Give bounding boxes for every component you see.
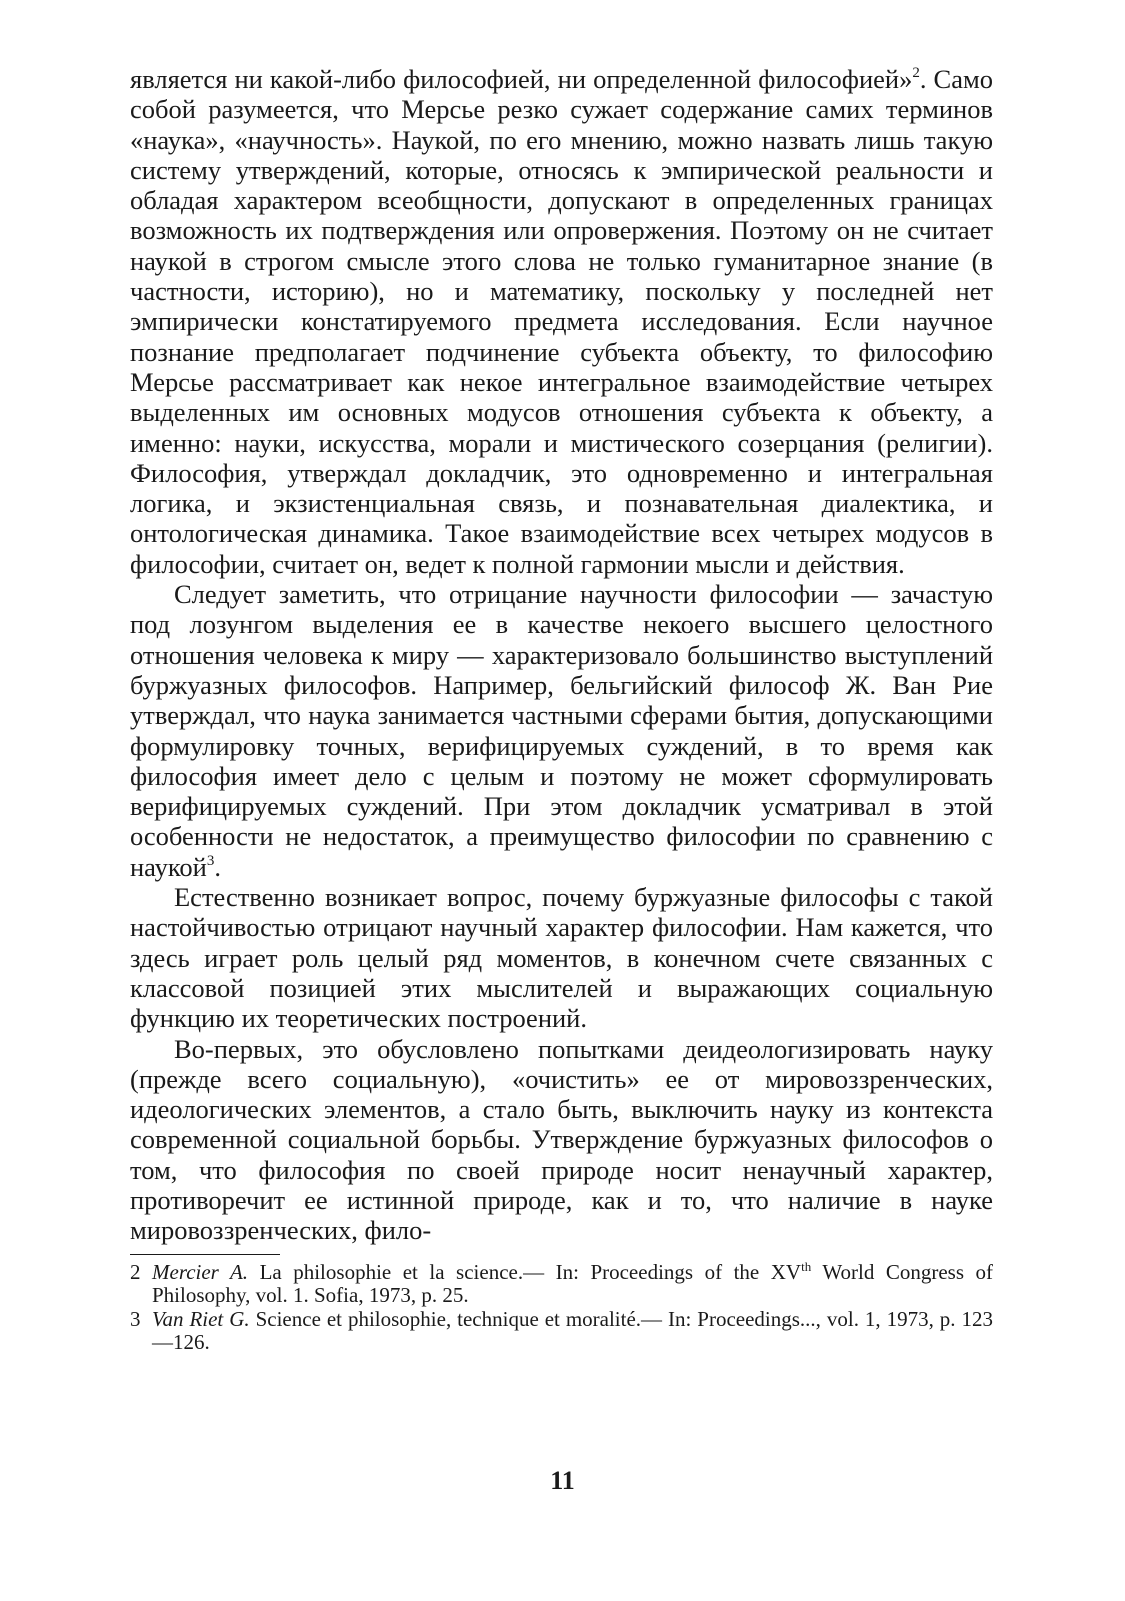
- page-number: 11: [550, 1466, 575, 1495]
- paragraph-text: Следует заметить, что отрицание научности философии — зачастую под лозунгом выделения ее в качестве некоего высшего целостного отношения человека к миру — характеризовало большинство выступлений буржуазных философов. Например, бельгийский философ Ж. Ван Рие утверждал, что наука занимается частными сферами бытия, допускающими формулировку точных, верифицируемых суждений, в то время как философия имеет дело с целым и поэтому не может сформулировать верифицируемых суждений. При этом докладчик усматривал в этой особенности не недостаток, а преимущество философии по сравнению с наукой: [130, 579, 993, 882]
- footnote: [130, 1308, 993, 1355]
- footnote-text: La philosophie et la science.— In: Proceedings of the XV: [248, 1259, 802, 1284]
- paragraph: [130, 882, 993, 1033]
- paragraph: [130, 1034, 993, 1246]
- main-text: [130, 64, 993, 1246]
- paragraph-text: является ни какой-либо философией, ни определенной философией»: [130, 64, 913, 94]
- footnote-ref: 2: [912, 65, 920, 81]
- paragraph-text: . Само собой разумеется, что Мерсье резко сужает содержание самих терминов «наука», «научность». Наукой, по его мнению, можно назвать лишь такую систему утверждений, которые, относясь к эмпирической реальности и обладая характером всеобщности, допускают в определенных границах возможность их подтверждения или опровержения. Поэтому он не считает наукой в строгом смысле этого слова не только гуманитарное знание (в частности, историю), но и математику, поскольку у последней нет эмпирически констатируемого предмета исследования. Если научное познание предполагает подчинение субъекта объекту, то философию Мерсье рассматривает как некое интегральное взаимодействие четырех выделенных им основных модусов отношения субъекта к объекту, а именно: науки, искусства, морали и мистического созерцания (религии). Философия, утверждал докладчик, это одновременно и интегральная логика, и экзистенциальная связь, и познавательная диалектика, и онтологическая динамика. Такое взаимодействие всех четырех модусов в философии, считает он, ведет к полной гармонии мысли и действия.: [130, 64, 993, 579]
- footnote-ref: 3: [206, 852, 215, 869]
- footnote: [130, 1258, 993, 1308]
- footnote-number: 2: [130, 1259, 141, 1284]
- footnote-divider: [130, 1254, 280, 1255]
- paragraph-text: Во-первых, это обусловлено попытками деидеологизировать науку (прежде всего социальную), «очистить» ее от мировоззренческих, идеологических элементов, а стало быть, выключить науку из контекста современной социальной борьбы. Утверждение буржуазных философов о том, что философия по своей природе носит ненаучный характер, противоречит ее истинной природе, как и то, что наличие в науке мировоззренческих, фило-: [130, 1033, 993, 1246]
- footnote-superscript: th: [801, 1258, 812, 1274]
- footnote-author: Mercier A.: [152, 1259, 249, 1284]
- footnote-text: Science et philosophie, technique et moralité.— In: Proceedings..., vol. 1, 1973, p. 123—126.: [152, 1306, 994, 1355]
- footnotes: [130, 1258, 994, 1355]
- footnote-text: World Congress of Philosophy, vol. 1. Sofia, 1973, p. 25.: [152, 1259, 993, 1308]
- paragraph-text: .: [214, 851, 221, 882]
- footnote-number: 3: [130, 1306, 141, 1331]
- paragraph: [130, 64, 993, 579]
- paragraph-text: Естественно возникает вопрос, почему буржуазные философы с такой настойчивостью отрицают научный характер философии. Нам кажется, что здесь играет роль целый ряд моментов, в конечном счете связанных с классовой позицией этих мыслителей и выражающих социальную функцию их теоретических построений.: [130, 882, 993, 1034]
- paragraph: [130, 579, 993, 882]
- footnote-author: Van Riet G.: [152, 1306, 250, 1331]
